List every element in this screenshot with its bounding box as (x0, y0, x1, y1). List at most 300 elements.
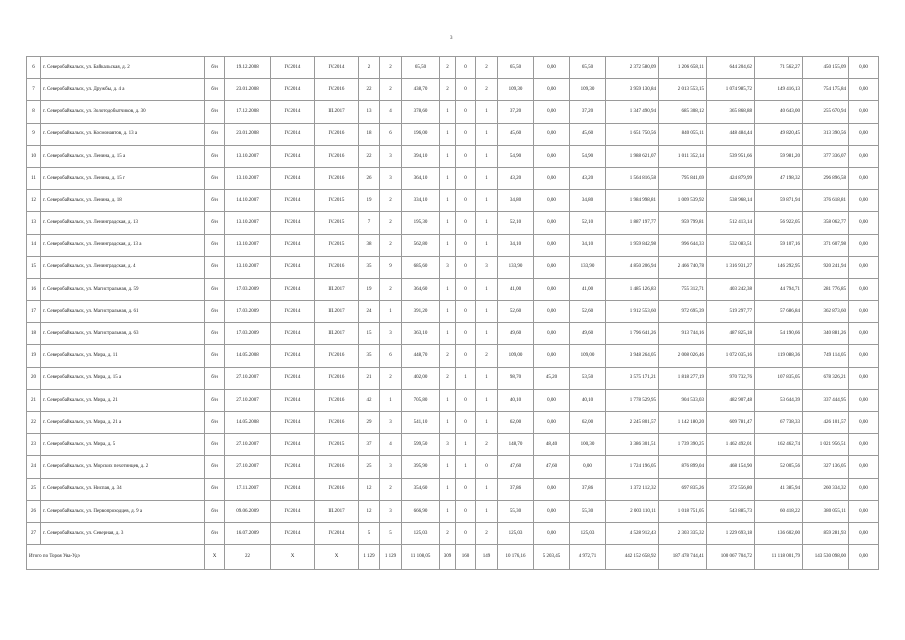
table-cell: 2 245 801,57 (606, 412, 659, 434)
table-cell: 13.10.2007 (225, 167, 271, 189)
total-cell: 160 (456, 545, 476, 570)
table-cell: 334,10 (402, 190, 440, 212)
table-cell: 1 (476, 367, 498, 389)
table-cell: 57 686,84 (755, 301, 803, 323)
table-cell: 1 (440, 212, 456, 234)
total-cell: 4 972,71 (570, 545, 606, 570)
table-cell: 1 (440, 412, 456, 434)
total-cell: 1 129 (359, 545, 380, 570)
table-cell: 37 (359, 434, 380, 456)
table-cell: 2 (359, 57, 380, 79)
table-row (27, 145, 879, 167)
address-cell: г. Северобайкальск, ул. Первопроходцев, д. 9 а (41, 500, 205, 522)
table-cell: 1 009 539,92 (659, 190, 707, 212)
table-cell: 45,20 (534, 367, 570, 389)
table-cell: 125,03 (402, 522, 440, 544)
row-index-cell: 17 (27, 301, 41, 323)
table-row (27, 234, 879, 256)
table-cell: 3 (440, 434, 456, 456)
table-cell: 1 (440, 145, 456, 167)
table-cell: 149 416,13 (755, 79, 803, 101)
row-index-cell: 11 (27, 167, 41, 189)
table-cell: 1 887 197,77 (606, 212, 659, 234)
table-cell: 44 794,71 (755, 278, 803, 300)
table-cell: 0 (456, 57, 476, 79)
table-cell: 41,00 (498, 278, 534, 300)
table-cell: 52,60 (570, 301, 606, 323)
table-cell: 49 820,45 (755, 123, 803, 145)
table-cell: 2 (380, 212, 402, 234)
table-cell: б/н (205, 256, 225, 278)
table-cell: 59 871,94 (755, 190, 803, 212)
table-cell: 1 818 277,19 (659, 367, 707, 389)
table-cell: 0,00 (849, 79, 879, 101)
table-cell: 1 485 126,83 (606, 278, 659, 300)
table-cell: 109,00 (570, 345, 606, 367)
total-cell: 10 176,16 (498, 545, 534, 570)
table-cell: 41,00 (570, 278, 606, 300)
table-cell: 539 951,66 (707, 145, 755, 167)
table-cell: 0,00 (849, 500, 879, 522)
table-cell: 2 (440, 367, 456, 389)
table-cell: 1 (380, 389, 402, 411)
table-cell: 1 (476, 389, 498, 411)
table-cell: 65,50 (570, 57, 606, 79)
table-cell: 17.03.2009 (225, 323, 271, 345)
table-cell: III.2017 (315, 278, 359, 300)
table-cell: 448,70 (402, 345, 440, 367)
address-cell: г. Северобайкальск, ул. Магистральная, д. 61 (41, 301, 205, 323)
table-cell: 34,10 (498, 234, 534, 256)
table-cell: 0,00 (534, 301, 570, 323)
table-cell: 685 308,12 (659, 101, 707, 123)
table-cell: 26 (359, 167, 380, 189)
table-cell: 53,50 (570, 367, 606, 389)
table-cell: 1 912 553,60 (606, 301, 659, 323)
table-cell: 52 005,56 (755, 456, 803, 478)
row-index-cell: 9 (27, 123, 41, 145)
table-cell: 0,00 (534, 234, 570, 256)
table-cell: 1 072 035,16 (707, 345, 755, 367)
table-cell: 136 602,00 (755, 522, 803, 544)
table-cell: 0 (456, 323, 476, 345)
address-cell: г. Северобайкальск, ул. Морских пехотинцев, д. 2 (41, 456, 205, 478)
table-cell: 3 575 171,21 (606, 367, 659, 389)
address-cell: г. Северобайкальск, ул. Мира, д. 5 (41, 434, 205, 456)
table-cell: 54,90 (570, 145, 606, 167)
table-cell: 40,10 (498, 389, 534, 411)
total-cell: 0,00 (849, 545, 879, 570)
table-cell: 795 841,69 (659, 167, 707, 189)
table-row (27, 323, 879, 345)
table-row (27, 522, 879, 544)
table-cell: 1 (440, 234, 456, 256)
table-cell: 12 (359, 500, 380, 522)
table-row (27, 478, 879, 500)
table-cell: IV.2014 (271, 367, 315, 389)
table-cell: б/н (205, 323, 225, 345)
table-cell: 2 (380, 278, 402, 300)
table-cell: 599,50 (402, 434, 440, 456)
table-cell: 100,30 (570, 434, 606, 456)
table-cell: 62,00 (570, 412, 606, 434)
table-cell: 1 (456, 434, 476, 456)
address-cell: г. Северобайкальск, ул. Мира, д. 21 (41, 389, 205, 411)
table-cell: 0,00 (849, 57, 879, 79)
table-cell: 1 (440, 190, 456, 212)
table-cell: 0,00 (849, 389, 879, 411)
table-cell: 0,00 (534, 190, 570, 212)
table-cell: 4 528 912,43 (606, 522, 659, 544)
table-cell: 19 (359, 278, 380, 300)
table-cell: IV.2014 (271, 301, 315, 323)
table-cell: IV.2016 (315, 79, 359, 101)
address-cell: г. Северобайкальск, ул. Магистральная, д. 63 (41, 323, 205, 345)
table-row (27, 367, 879, 389)
table-cell: 340 881,26 (803, 323, 849, 345)
table-cell: 1 (476, 412, 498, 434)
table-cell: IV.2014 (271, 345, 315, 367)
address-cell: г. Северобайкальск, ул. Ниспая, д. 34 (41, 478, 205, 500)
table-row (27, 278, 879, 300)
table-cell: 125,03 (498, 522, 534, 544)
table-cell: 148,70 (498, 434, 534, 456)
table-cell: 377 336,07 (803, 145, 849, 167)
table-cell: 0,00 (534, 145, 570, 167)
table-cell: 904 533,03 (659, 389, 707, 411)
table-row (27, 190, 879, 212)
table-cell: 45,60 (498, 123, 534, 145)
total-cell: 149 (476, 545, 498, 570)
table-cell: б/н (205, 57, 225, 79)
table-cell: 1 021 956,51 (803, 434, 849, 456)
table-cell: 0,00 (534, 323, 570, 345)
table-cell: 0 (456, 278, 476, 300)
table-cell: 3 (380, 323, 402, 345)
table-cell: IV.2014 (271, 522, 315, 544)
table-cell: IV.2014 (315, 522, 359, 544)
row-index-cell: 20 (27, 367, 41, 389)
table-cell: 666,90 (402, 500, 440, 522)
row-index-cell: 25 (27, 478, 41, 500)
table-cell: 0,00 (534, 500, 570, 522)
table-cell: IV.2014 (271, 123, 315, 145)
table-row (27, 123, 879, 145)
table-cell: б/н (205, 101, 225, 123)
table-cell: 1 564 816,58 (606, 167, 659, 189)
table-cell: 327 136,05 (803, 456, 849, 478)
table-cell: 71 562,27 (755, 57, 803, 79)
table-cell: 23.01.2008 (225, 123, 271, 145)
table-cell: 0,00 (534, 345, 570, 367)
table-cell: IV.2014 (271, 167, 315, 189)
table-cell: 48,40 (534, 434, 570, 456)
table-cell: 196,00 (402, 123, 440, 145)
table-cell: 19.12.2008 (225, 57, 271, 79)
address-cell: г. Северобайкальск, ул. Мира, д. 21 а (41, 412, 205, 434)
table-cell: 2 (440, 79, 456, 101)
table-cell: 125,03 (570, 522, 606, 544)
address-cell: г. Северобайкальск, ул. Дружбы, д. 4 а (41, 79, 205, 101)
table-cell: 1 (440, 323, 456, 345)
table-cell: 53 644,39 (755, 389, 803, 411)
table-cell: 2 (476, 57, 498, 79)
table-cell: 3 (440, 256, 456, 278)
table-cell: 109,30 (498, 79, 534, 101)
total-cell: Х (271, 545, 315, 570)
table-cell: 0,00 (534, 79, 570, 101)
table-cell: б/н (205, 456, 225, 478)
table-cell: б/н (205, 522, 225, 544)
table-cell: 1 (440, 167, 456, 189)
table-cell: 532 083,51 (707, 234, 755, 256)
table-cell: 34,80 (498, 190, 534, 212)
table-cell: 1 (456, 367, 476, 389)
table-cell: 49,60 (570, 323, 606, 345)
table-cell: 16.07.2009 (225, 522, 271, 544)
table-cell: 29 (359, 412, 380, 434)
address-cell: г. Северобайкальск, ул. Северная, д. 3 (41, 522, 205, 544)
table-body (27, 57, 879, 570)
row-index-cell: 21 (27, 389, 41, 411)
table-row (27, 167, 879, 189)
total-cell: 11 118 001,79 (755, 545, 803, 570)
table-cell: 4 850 206,94 (606, 256, 659, 278)
table-cell: 426 101,57 (803, 412, 849, 434)
table-cell: 1 (440, 389, 456, 411)
table-cell: 1 (476, 234, 498, 256)
table-row (27, 434, 879, 456)
table-cell: IV.2016 (315, 256, 359, 278)
table-cell: 1 316 931,27 (707, 256, 755, 278)
table-cell: 35 (359, 345, 380, 367)
table-cell: IV.2015 (315, 212, 359, 234)
table-cell: 371 607,98 (803, 234, 849, 256)
table-cell: 1 347 490,94 (606, 101, 659, 123)
table-cell: 13.10.2007 (225, 256, 271, 278)
row-index-cell: 6 (27, 57, 41, 79)
table-cell: IV.2014 (271, 500, 315, 522)
table-cell: 1 (476, 323, 498, 345)
table-cell: 0 (456, 522, 476, 544)
table-cell: б/н (205, 167, 225, 189)
table-cell: IV.2014 (271, 79, 315, 101)
table-cell: 395,90 (402, 456, 440, 478)
table-cell: 0,00 (849, 478, 879, 500)
table-cell: 1 (476, 123, 498, 145)
table-cell: 2 (380, 79, 402, 101)
table-cell: 40,10 (570, 389, 606, 411)
table-cell: 59 107,16 (755, 234, 803, 256)
table-cell: 0,00 (849, 212, 879, 234)
table-cell: 17.03.2009 (225, 301, 271, 323)
table-cell: 1 (456, 456, 476, 478)
table-cell: 55,30 (570, 500, 606, 522)
table-cell: 43,20 (498, 167, 534, 189)
address-cell: г. Северобайкальск, ул. Ленина, д. 18 (41, 190, 205, 212)
table-cell: 364,60 (402, 278, 440, 300)
row-index-cell: 16 (27, 278, 41, 300)
table-cell: 1 (476, 190, 498, 212)
address-cell: г. Северобайкальск, ул. Ленина, д. 15 а (41, 145, 205, 167)
table-cell: 402,00 (402, 367, 440, 389)
table-cell: 685,60 (402, 256, 440, 278)
table-cell: 1 (380, 301, 402, 323)
table-cell: 5 (380, 522, 402, 544)
table-cell: 0,00 (534, 167, 570, 189)
table-cell: IV.2015 (315, 434, 359, 456)
table-cell: 49,60 (498, 323, 534, 345)
row-index-cell: 19 (27, 345, 41, 367)
table-cell: б/н (205, 190, 225, 212)
row-index-cell: 8 (27, 101, 41, 123)
table-cell: 38 (359, 234, 380, 256)
table-cell: III.2017 (315, 101, 359, 123)
table-cell: IV.2014 (315, 57, 359, 79)
table-cell: 1 229 693,18 (707, 522, 755, 544)
table-cell: IV.2014 (271, 412, 315, 434)
table-cell: IV.2014 (271, 478, 315, 500)
table-cell: 13.10.2007 (225, 234, 271, 256)
table-cell: 394,10 (402, 145, 440, 167)
table-cell: 0,00 (849, 456, 879, 478)
table-cell: 119 088,36 (755, 345, 803, 367)
table-cell: б/н (205, 145, 225, 167)
total-cell: 309 (440, 545, 456, 570)
table-cell: IV.2014 (271, 456, 315, 478)
table-cell: 0,00 (849, 234, 879, 256)
row-index-cell: 18 (27, 323, 41, 345)
address-cell: г. Северобайкальск, ул. Космонавтов, д. 13 а (41, 123, 205, 145)
table-cell: б/н (205, 301, 225, 323)
table-cell: 562,80 (402, 234, 440, 256)
table-cell: 450 155,09 (803, 57, 849, 79)
table-cell: IV.2015 (315, 234, 359, 256)
table-cell: 0,00 (534, 123, 570, 145)
table-cell: IV.2014 (271, 57, 315, 79)
table-cell: 15 (359, 323, 380, 345)
table-cell: б/н (205, 278, 225, 300)
table-cell: 109,30 (570, 79, 606, 101)
table-cell: 13.10.2007 (225, 212, 271, 234)
table-cell: 25 (359, 456, 380, 478)
table-cell: б/н (205, 478, 225, 500)
table-cell: 281 776,85 (803, 278, 849, 300)
table-cell: IV.2014 (271, 256, 315, 278)
table-cell: 644 204,62 (707, 57, 755, 79)
table-cell: 1 (476, 478, 498, 500)
table-cell: 37,86 (498, 478, 534, 500)
table-cell: 1 984 998,81 (606, 190, 659, 212)
table-cell: III.2017 (315, 301, 359, 323)
table-cell: 1 (476, 145, 498, 167)
table-cell: 2 (476, 345, 498, 367)
table-cell: IV.2016 (315, 412, 359, 434)
table-cell: 609 781,47 (707, 412, 755, 434)
row-index-cell: 27 (27, 522, 41, 544)
table-cell: 6 (380, 345, 402, 367)
table-cell: 0,00 (534, 522, 570, 544)
table-cell: 41 385,94 (755, 478, 803, 500)
table-cell: 6 (380, 123, 402, 145)
table-cell: 0 (456, 212, 476, 234)
table-cell: 1 (476, 500, 498, 522)
table-cell: 0 (456, 145, 476, 167)
table-cell: 3 386 301,51 (606, 434, 659, 456)
table-cell: 40 643,00 (755, 101, 803, 123)
table-cell: б/н (205, 367, 225, 389)
table-cell: 7 (359, 212, 380, 234)
table-cell: IV.2015 (315, 190, 359, 212)
table-cell: 487 825,18 (707, 323, 755, 345)
table-cell: IV.2016 (315, 167, 359, 189)
table-cell: 19 (359, 190, 380, 212)
table-cell: 14.10.2007 (225, 190, 271, 212)
table-cell: 996 644,33 (659, 234, 707, 256)
table-cell: 697 835,26 (659, 478, 707, 500)
table-cell: 56 922,05 (755, 212, 803, 234)
table-cell: 47,60 (498, 456, 534, 478)
table-cell: б/н (205, 500, 225, 522)
table-cell: 2 008 026,46 (659, 345, 707, 367)
table-cell: 47 198,32 (755, 167, 803, 189)
table-cell: 1 018 751,05 (659, 500, 707, 522)
table-cell: 37,20 (498, 101, 534, 123)
table-cell: 0 (456, 234, 476, 256)
total-cell: 442 152 658,92 (606, 545, 659, 570)
table-cell: 2 303 335,32 (659, 522, 707, 544)
table-cell: 1 988 621,07 (606, 145, 659, 167)
table-cell: 0,00 (534, 212, 570, 234)
address-cell: г. Северобайкальск, ул. Золотодобытчиков, д. 30 (41, 101, 205, 123)
table-cell: 42 (359, 389, 380, 411)
table-cell: 22 (359, 145, 380, 167)
table-cell: IV.2016 (315, 389, 359, 411)
table-cell: IV.2016 (315, 145, 359, 167)
table-cell: 2 (380, 367, 402, 389)
table-cell: 67 738,33 (755, 412, 803, 434)
table-cell: 2 (380, 57, 402, 79)
table-cell: 5 (359, 522, 380, 544)
table-cell: 362 873,60 (803, 301, 849, 323)
table-cell: 913 744,16 (659, 323, 707, 345)
table-cell: 0 (456, 345, 476, 367)
total-cell: Х (205, 545, 225, 570)
table-cell: 1 (476, 167, 498, 189)
table-cell: 391,20 (402, 301, 440, 323)
table-cell: 255 670,94 (803, 101, 849, 123)
table-cell: 448 484,44 (707, 123, 755, 145)
table-cell: 9 (380, 256, 402, 278)
table-cell: 538 968,14 (707, 190, 755, 212)
table-cell: 378,60 (402, 101, 440, 123)
total-cell: 100 067 704,72 (707, 545, 755, 570)
page-number: 3 (450, 36, 453, 41)
table-cell: 98,70 (498, 367, 534, 389)
address-cell: г. Северобайкальск, ул. Ленина, д. 15 г (41, 167, 205, 189)
table-cell: 23.01.2008 (225, 79, 271, 101)
table-cell: б/н (205, 389, 225, 411)
table-row (27, 412, 879, 434)
table-cell: 376 618,81 (803, 190, 849, 212)
table-cell: 3 948 264,05 (606, 345, 659, 367)
table-cell: 1 372 112,32 (606, 478, 659, 500)
table-cell: 0,00 (849, 278, 879, 300)
table-cell: 09.06.2009 (225, 500, 271, 522)
table-cell: 543 885,73 (707, 500, 755, 522)
table-row (27, 57, 879, 79)
total-cell: 187 478 744,41 (659, 545, 707, 570)
